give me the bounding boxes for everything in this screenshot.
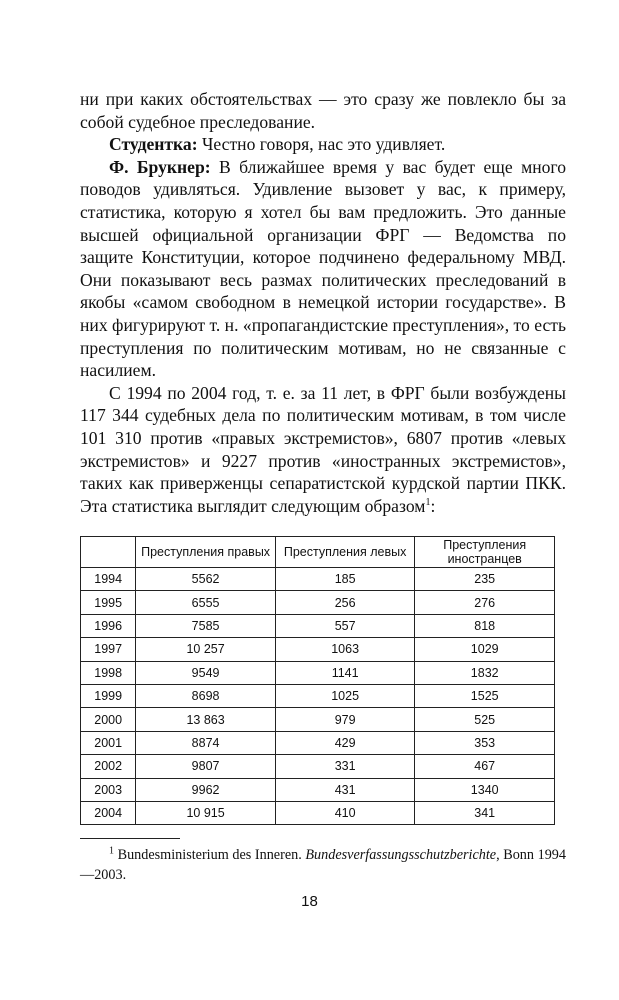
cell-right: 7585 [136,614,276,637]
cell-left: 410 [275,801,415,824]
table-row [81,731,555,754]
statistics-table [80,536,555,825]
paragraph-2-text: Честно говоря, нас это удивляет. [197,134,446,155]
cell-right: 8874 [136,731,276,754]
cell-foreign: 1029 [415,638,555,661]
table-row [81,614,555,637]
body-text [80,88,566,517]
cell-year: 2002 [81,755,136,778]
cell-foreign: 341 [415,801,555,824]
cell-foreign: 1525 [415,684,555,707]
cell-right: 10 257 [136,638,276,661]
cell-left: 1025 [275,684,415,707]
cell-left: 256 [275,591,415,614]
footnote [80,846,566,885]
speaker-student: Студентка: [109,134,198,155]
table-header-row [81,537,555,568]
cell-left: 431 [275,778,415,801]
cell-year: 1995 [81,591,136,614]
header-left: Преступления левых [275,537,415,568]
footnote-text-after: , Bonn 1994—2003. [80,847,566,883]
table-row [81,661,555,684]
cell-year: 1996 [81,614,136,637]
table-row [81,638,555,661]
table-row [81,568,555,591]
cell-year: 1998 [81,661,136,684]
cell-left: 429 [275,731,415,754]
header-year [81,537,136,568]
cell-year: 1994 [81,568,136,591]
paragraph-2 [80,133,566,156]
cell-left: 185 [275,568,415,591]
cell-left: 1063 [275,638,415,661]
cell-foreign: 1340 [415,778,555,801]
paragraph-4-text: С 1994 по 2004 год, т. е. за 11 лет, в ФРГ были возбуждены 117 344 судебных дела по политическим мотивам, в том числе 101 310 против «правых экстремистов», 6807 против «левых экстремистов» и 9227 против «иностранных экстремистов», таких как приверженцы сепаратистской курдской партии ПКК. Эта статистика выглядит следующим образом [80,382,566,516]
cell-year: 2004 [81,801,136,824]
cell-foreign: 353 [415,731,555,754]
cell-right: 8698 [136,684,276,707]
cell-right: 10 915 [136,801,276,824]
table-body [81,568,555,825]
table-row [81,755,555,778]
cell-foreign: 276 [415,591,555,614]
cell-left: 1141 [275,661,415,684]
paragraph-4 [80,382,566,518]
cell-year: 2001 [81,731,136,754]
header-foreign: Преступления иностранцев [415,537,555,568]
cell-foreign: 467 [415,755,555,778]
paragraph-3-text: В ближайшее время у вас будет еще много поводов удивляться. Удивление вызовет у вас, к примеру, статистика, которую я хотел бы вам предложить. Это данные высшей официальной организации ФРГ — Ведомства по защите Конституции, которое подчинено федеральному МВД. Они показывают весь размах политических преследований в якобы «самом свободном в немецкой истории государстве». В них фигурируют т. н. «пропагандистские преступления», то есть преступления по политическим мотивам, но не связанные с насилием. [80,156,566,381]
table-row [81,684,555,707]
footnote-mark: 1 [109,845,114,857]
cell-year: 1999 [81,684,136,707]
cell-year: 2000 [81,708,136,731]
cell-right: 9549 [136,661,276,684]
cell-left: 979 [275,708,415,731]
table-row [81,778,555,801]
cell-right: 5562 [136,568,276,591]
cell-left: 557 [275,614,415,637]
cell-year: 1997 [81,638,136,661]
cell-foreign: 818 [415,614,555,637]
cell-year: 2003 [81,778,136,801]
paragraph-4-end: : [430,495,436,516]
cell-foreign: 1832 [415,661,555,684]
cell-foreign: 235 [415,568,555,591]
cell-right: 9807 [136,755,276,778]
cell-foreign: 525 [415,708,555,731]
cell-right: 6555 [136,591,276,614]
cell-right: 9962 [136,778,276,801]
table-row [81,708,555,731]
cell-right: 13 863 [136,708,276,731]
speaker-bruckner: Ф. Брукнер: [109,156,211,177]
table-row [81,801,555,824]
footnote-text-before: Bundesministerium des Inneren. [114,847,306,863]
table-row [81,591,555,614]
paragraph-1: ни при каких обстоятельствах — это сразу же повлекло бы за собой судебное преследование. [80,89,566,132]
cell-left: 331 [275,755,415,778]
footnote-italic-title: Bundesverfassungsschutzberichte [305,847,497,863]
paragraph-3 [80,156,566,382]
header-right: Преступления правых [136,537,276,568]
page-number: 18 [301,893,318,910]
footnote-reference[interactable]: 1 [425,496,431,508]
footnote-divider [80,838,180,839]
